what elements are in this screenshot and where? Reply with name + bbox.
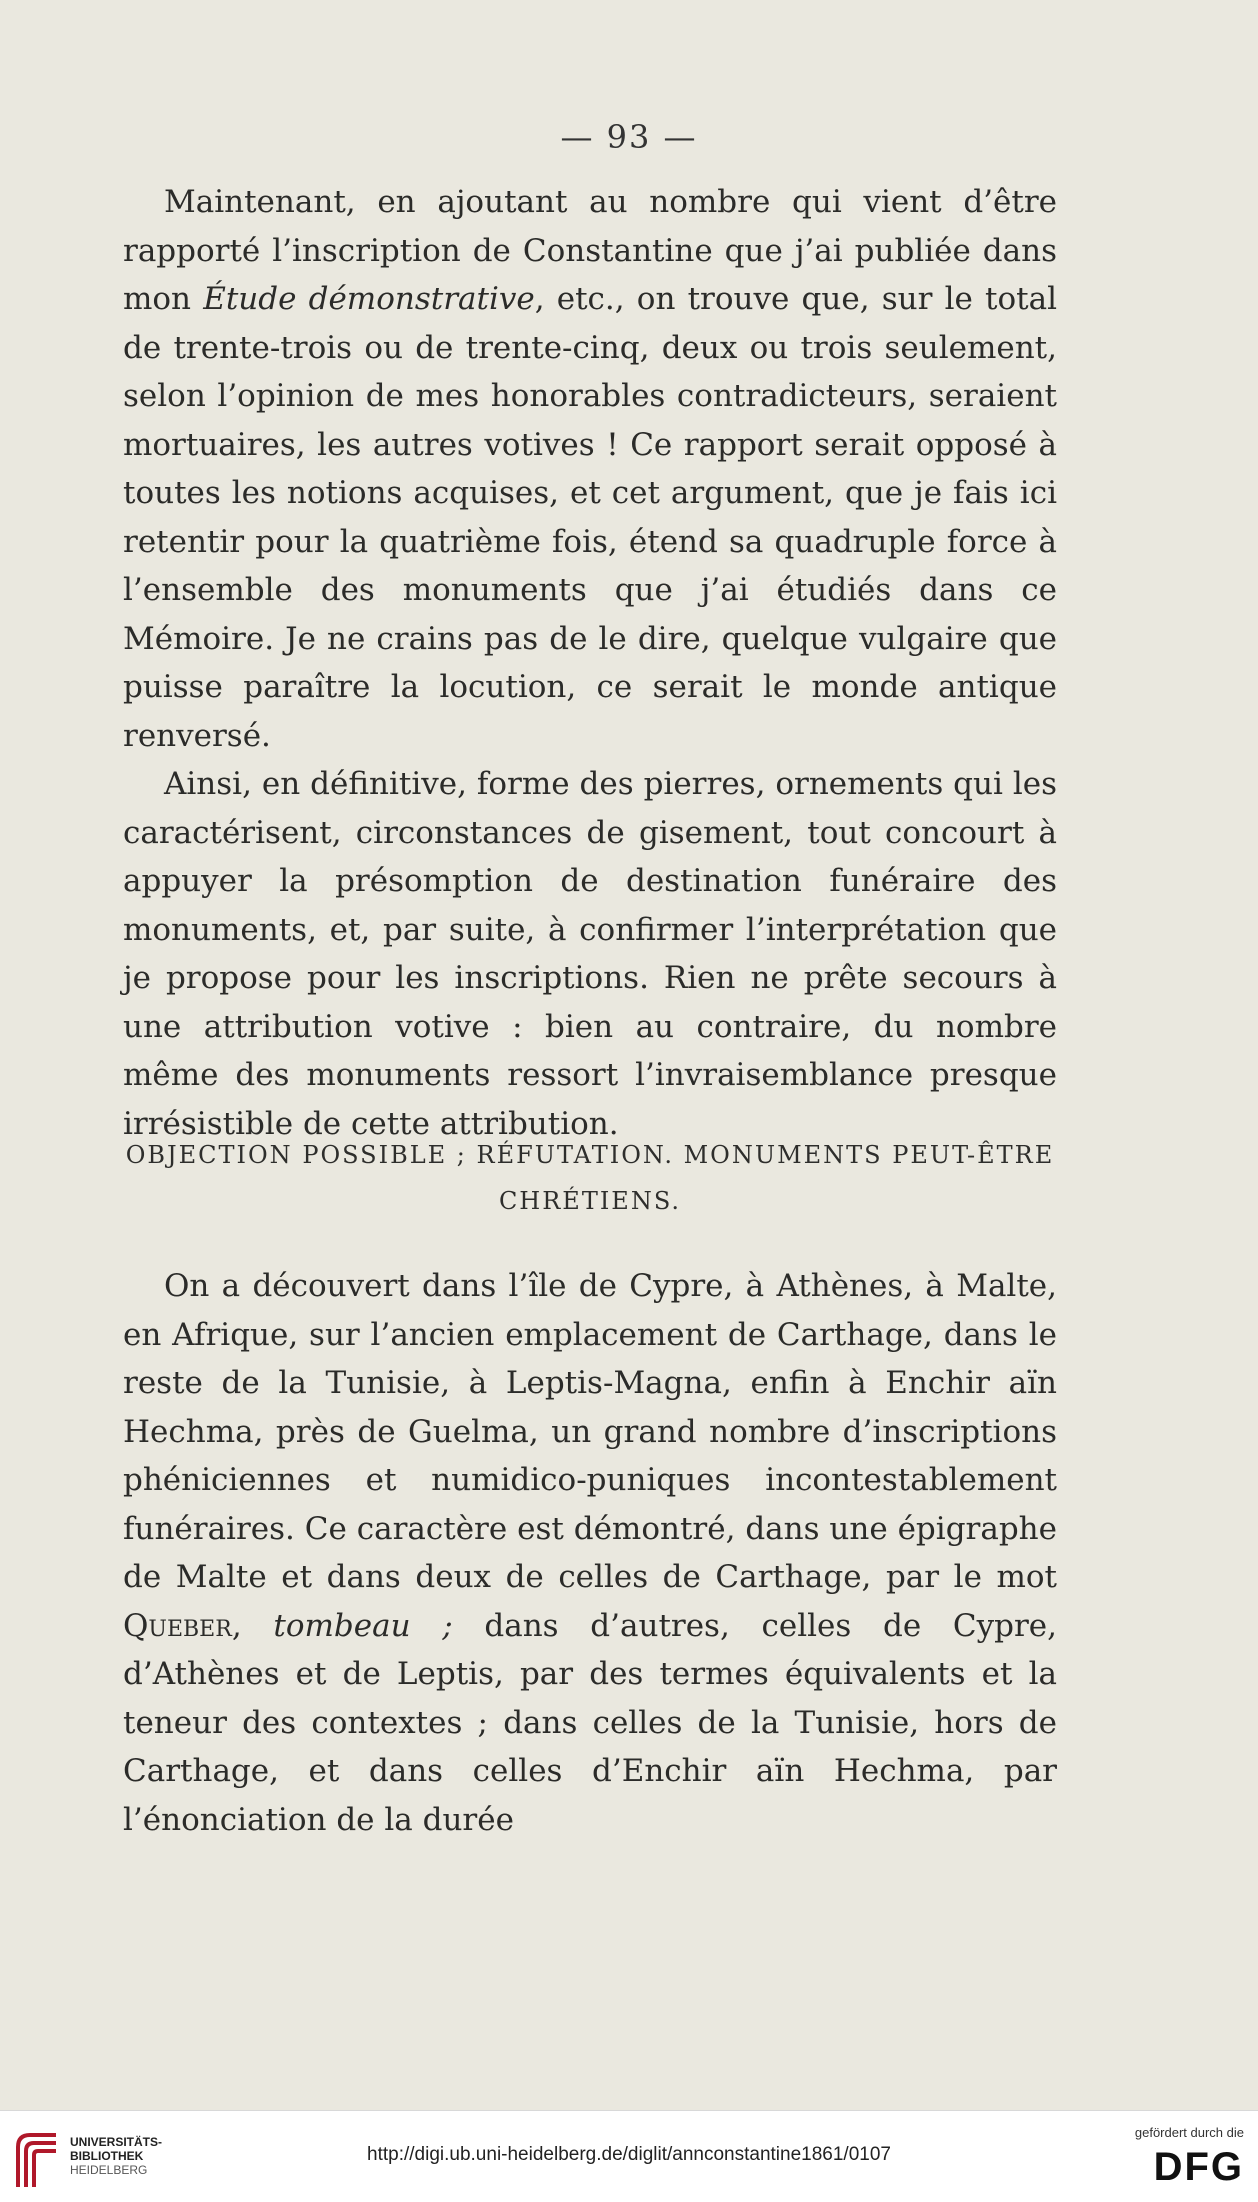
permalink-url[interactable]: http://digi.ub.uni-heidelberg.de/diglit/annconstantine1861/0107 — [367, 2144, 891, 2165]
paragraph-1-italic: Étude démonstrative — [203, 281, 535, 317]
paragraph-3 — [123, 1262, 1057, 1844]
section-heading-line-1: OBJECTION POSSIBLE ; RÉFUTATION. MONUMENTS PEUT-ÊTRE — [125, 1141, 1055, 1169]
page-number: — 93 — — [560, 118, 698, 156]
paragraph-3-text-a: On a découvert dans l’île de Cypre, à Athènes, à Malte, en Afrique, sur l’ancien emplacement de Carthage, dans le reste de la Tunisie, à Leptis-Magna, enfin à Enchir aïn Hechma, près de Guelma, un grand nombre d’inscriptions phéniciennes et numidico-puniques incontestablement funéraires. Ce caractère est démontré, dans une épigraphe de Malte et dans deux de celles de Carthage, par le mot — [123, 1268, 1057, 1595]
paragraph-1 — [123, 178, 1057, 760]
body-text-top — [123, 178, 1057, 1148]
section-heading-line-2: CHRÉTIENS. — [498, 1187, 682, 1215]
paragraph-3-text-b: , — [231, 1607, 274, 1644]
paragraph-1-text-a: Maintenant, en ajoutant au nombre qui vient d’être rapporté l’inscription de Constantine que j’ai publiée dans mon — [123, 184, 1057, 317]
section-heading — [123, 1132, 1057, 1224]
paragraph-3-italic: tombeau ; — [273, 1607, 453, 1644]
library-name-line-2: BIBLIOTHEK — [70, 2149, 144, 2163]
body-text-bottom — [123, 1262, 1057, 1844]
paragraph-3-text-c: dans d’autres, celles de Cypre, d’Athènes et de Leptis, par des termes équivalents et la teneur des contextes ; dans celles de la Tunisie, hors de Carthage, et dans celles d’Enchir aïn Hechma, par l’énonciation de la durée — [123, 1607, 1058, 1838]
dfg-logo[interactable]: DFG — [1153, 2145, 1244, 2189]
paragraph-3-smallcaps: Queber — [123, 1607, 232, 1644]
footer-bar — [0, 2110, 1258, 2202]
paragraph-2: Ainsi, en définitive, forme des pierres, ornements qui les caractérisent, circonstances de gisement, tout concourt à appuyer la présomption de destination funéraire des monuments, et, par suite, à confirmer l’interprétation que je propose pour les inscriptions. Rien ne prête secours à une attribution votive : bien au contraire, du nombre même des monuments ressort l’invraisemblance presque irrésistible de cette attribution. — [123, 766, 1057, 1142]
library-name-line-3: HEIDELBERG — [70, 2163, 148, 2177]
funding-caption: gefördert durch die — [1134, 2125, 1244, 2140]
library-name-line-1: UNIVERSITÄTS- — [70, 2135, 163, 2149]
paragraph-1-text-b: , etc., on trouve que, sur le total de trente-trois ou de trente-cinq, deux ou trois seulement, selon l’opinion de mes honorables contradicteurs, seraient mortuaires, les autres votives ! Ce rapport serait opposé à toutes les notions acquises, et cet argument, que je fais ici retentir pour la quatrième fois, étend sa quadruple force à l’ensemble des monuments que j’ai étudiés dans ce Mémoire. Je ne crains pas de le dire, quelque vulgaire que puisse paraître la locution, ce serait le monde antique renversé. — [123, 281, 1057, 754]
